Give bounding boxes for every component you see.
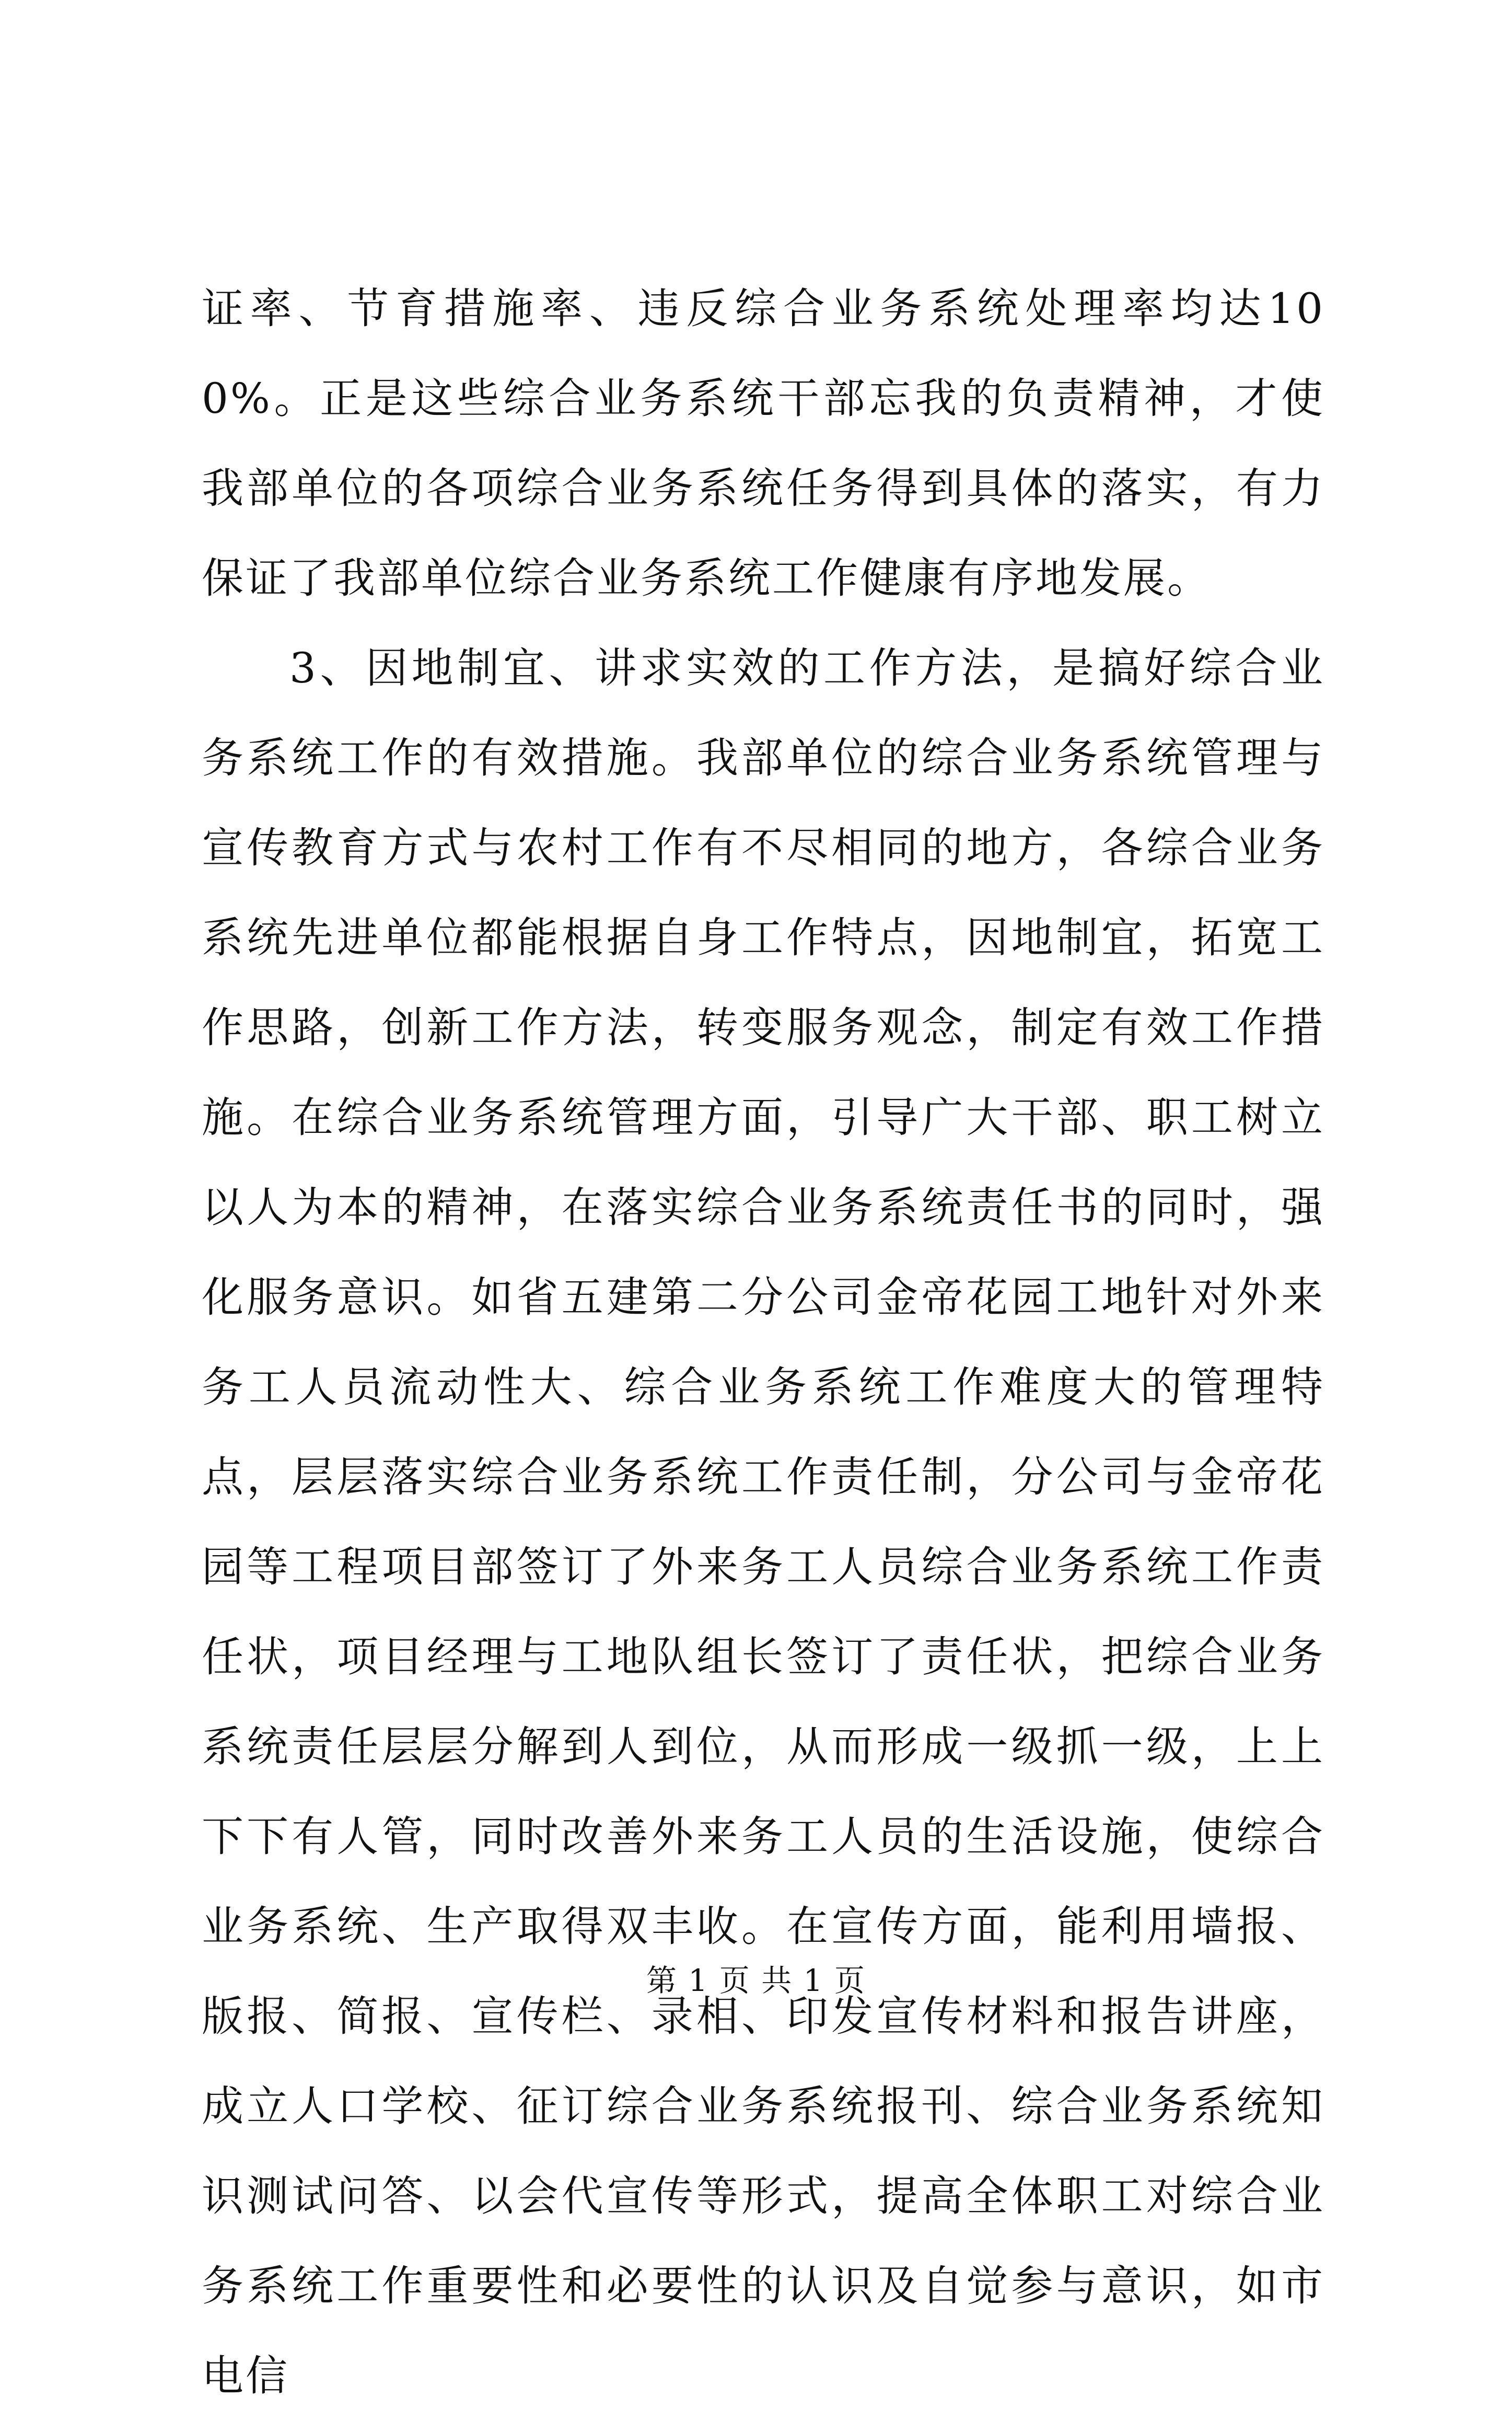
paragraph-continuation: 证率、节育措施率、违反综合业务系统处理率均达100%。正是这些综合业务系统干部忘我的负责精神，才使我部单位的各项综合业务系统任务得到具体的落实，有力保证了我部单位综合业务系统工作健康有序地发展。 (202, 284, 1325, 603)
document-body (202, 264, 1325, 2421)
paragraph-3-effective-measures: 3、因地制宜、讲求实效的工作方法，是搞好综合业务系统工作的有效措施。我部单位的综合业务系统管理与宣传教育方式与农村工作有不尽相同的地方，各综合业务系统先进单位都能根据自身工作特点，因地制宜，拓宽工作思路，创新工作方法，转变服务观念，制定有效工作措施。在综合业务系统管理方面，引导广大干部、职工树立以人为本的精神，在落实综合业务系统责任书的同时，强化服务意识。如省五建第二分公司金帝花园工地针对外来务工人员流动性大、综合业务系统工作难度大的管理特点，层层落实综合业务系统工作责任制，分公司与金帝花园等工程项目部签订了外来务工人员综合业务系统工作责任状，项目经理与工地队组长签订了责任状，把综合业务系统责任层层分解到人到位，从而形成一级抓一级，上上下下有人管，同时改善外来务工人员的生活设施，使综合业务系统、生产取得双丰收。在宣传方面，能利用墙报、版报、简报、宣传栏、录相、印发宣传材料和报告讲座，成立人口学校、征订综合业务系统报刊、综合业务系统知识测试问答、以会代宣传等形式，提高全体职工对综合业务系统工作重要性和必要性的认识及自觉参与意识，如市电信 (202, 644, 1325, 2400)
page-footer: 第 1 页 共 1 页 (646, 1963, 866, 1998)
